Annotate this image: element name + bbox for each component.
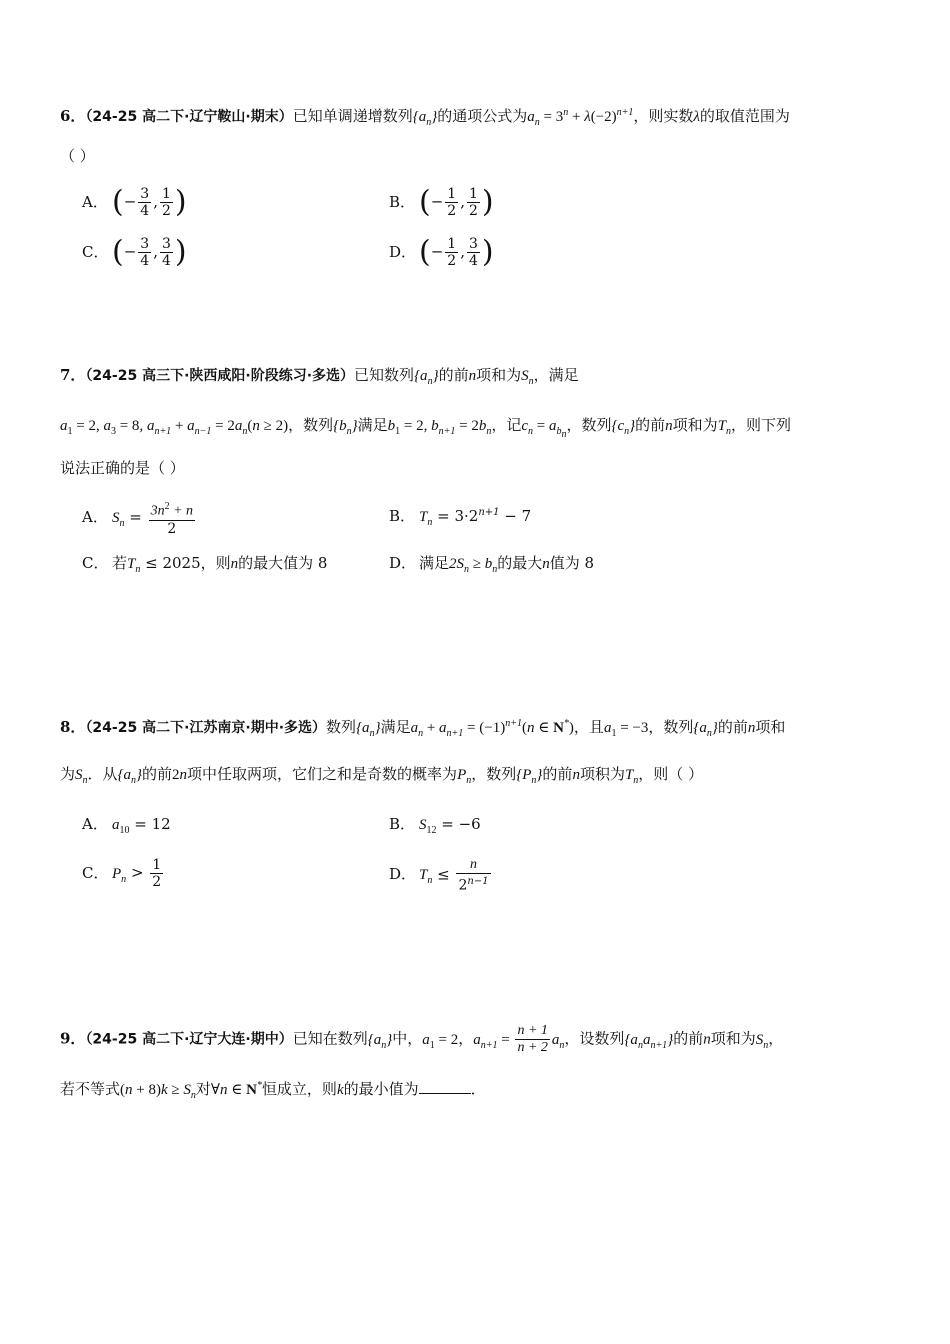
q6-option-a[interactable]: A． (− $\frac{3}{4}$ , $\frac{1}{2}$ ): [82, 184, 187, 220]
q7-source: （24-25 高三下·陕西咸阳·阶段练习·多选）: [85, 368, 355, 384]
q6-option-b[interactable]: B． (− $\frac{1}{2}$ , $\frac{1}{2}$ ): [389, 184, 494, 220]
q8-stem-line2: 为$S_n$．从$\{a_n\}$的前2n项中任取两项，它们之和是奇数的概率为$P_n$，数列$\{P_n\}$的前n项积为$T_n$，则（ ）: [60, 765, 704, 786]
q8-option-a[interactable]: A． $a_{10} = 12$: [82, 815, 171, 836]
q6-source: （24-25 高二下·辽宁鞍山·期末）: [85, 109, 293, 125]
q8-option-d[interactable]: D． $T_n$ ≤ $\frac{n}{2^{n-1}}$: [389, 857, 489, 894]
q8-option-c[interactable]: C． $P_n$ > $\frac{1}{2}$: [82, 857, 162, 890]
q8-number: 8．: [60, 718, 86, 736]
q7-stem-line3: 说法正确的是（ ）: [60, 459, 185, 477]
q6-number: 6．: [60, 107, 86, 125]
q6-stem: 6．（24-25 高二下·辽宁鞍山·期末）已知单调递增数列$\{a_n\}$的通项公式为$a_n = 3^n + \lambda(-2)^{n+1}$，则实数λ的取值范围为: [60, 107, 790, 128]
q6-option-d[interactable]: D．(− $\frac{1}{2}$ , $\frac{3}{4}$ ): [389, 234, 494, 270]
q7-option-d[interactable]: D． 满足$2S_n \ge b_n$的最大n值为 8: [389, 554, 595, 575]
q7-number: 7．: [60, 366, 86, 384]
q6-option-c[interactable]: C． (− $\frac{3}{4}$ , $\frac{3}{4}$ ): [82, 234, 187, 270]
q7-option-b[interactable]: B． $T_n = 3\cdot 2^{n+1} - 7$: [389, 507, 532, 528]
q7-stem: 7．（24-25 高三下·陕西咸阳·阶段练习·多选）已知数列$\{a_n\}$的前n项和为$S_n$，满足: [60, 366, 579, 387]
q8-stem: 8．（24-25 高二下·江苏南京·期中·多选）数列$\{a_n\}$满足$a_n + a_{n+1} = (-1)^{n+1}(n$ ∈ N*)，且$a_1 = -3$，数列$\{a_n\}$的前n项和: [60, 718, 786, 739]
q7-stem-line2: $a_1 = 2$, $a_3 = 8$, $a_{n+1} + a_{n-1} = 2a_n(n \ge 2)$，数列$\{b_n\}$满足$b_1 = 2$, $b_{n+1} = 2b_n$，记$c_n = a_{b_n}$，数列$\{c_n\}$的前n项和为$T_n$，则下列: [60, 416, 792, 440]
q7-option-c[interactable]: C． 若$T_n \le 2025$，则n的最大值为 8: [82, 554, 328, 575]
q9-answer-blank[interactable]: [419, 1093, 471, 1094]
q9-stem-line2: 若不等式$(n + 8)k \ge S_n$对∀n ∈ N*恒成立，则k的最小值为 ．: [60, 1080, 486, 1101]
q9-stem: 9．（24-25 高二下·辽宁大连·期中）已知在数列$\{a_n\}$中，$a_1 = 2$，$a_{n+1}$ = $\frac{n + 1}{n + 2}$ $a_n$，设数列$\{a_na_{n+1}\}$的前n项和为$S_n$，: [60, 1023, 784, 1055]
q7-option-a[interactable]: A． $S_n$ = $\frac{3n^2 + n}{2}$: [82, 501, 194, 537]
q9-source: （24-25 高二下·辽宁大连·期中）: [85, 1031, 293, 1048]
q8-source: （24-25 高二下·江苏南京·期中·多选）: [85, 720, 327, 736]
q9-number: 9．: [60, 1029, 86, 1048]
q6-stem-end: （ ）: [60, 147, 95, 165]
q8-option-b[interactable]: B． $S_{12} = -6$: [389, 815, 481, 836]
